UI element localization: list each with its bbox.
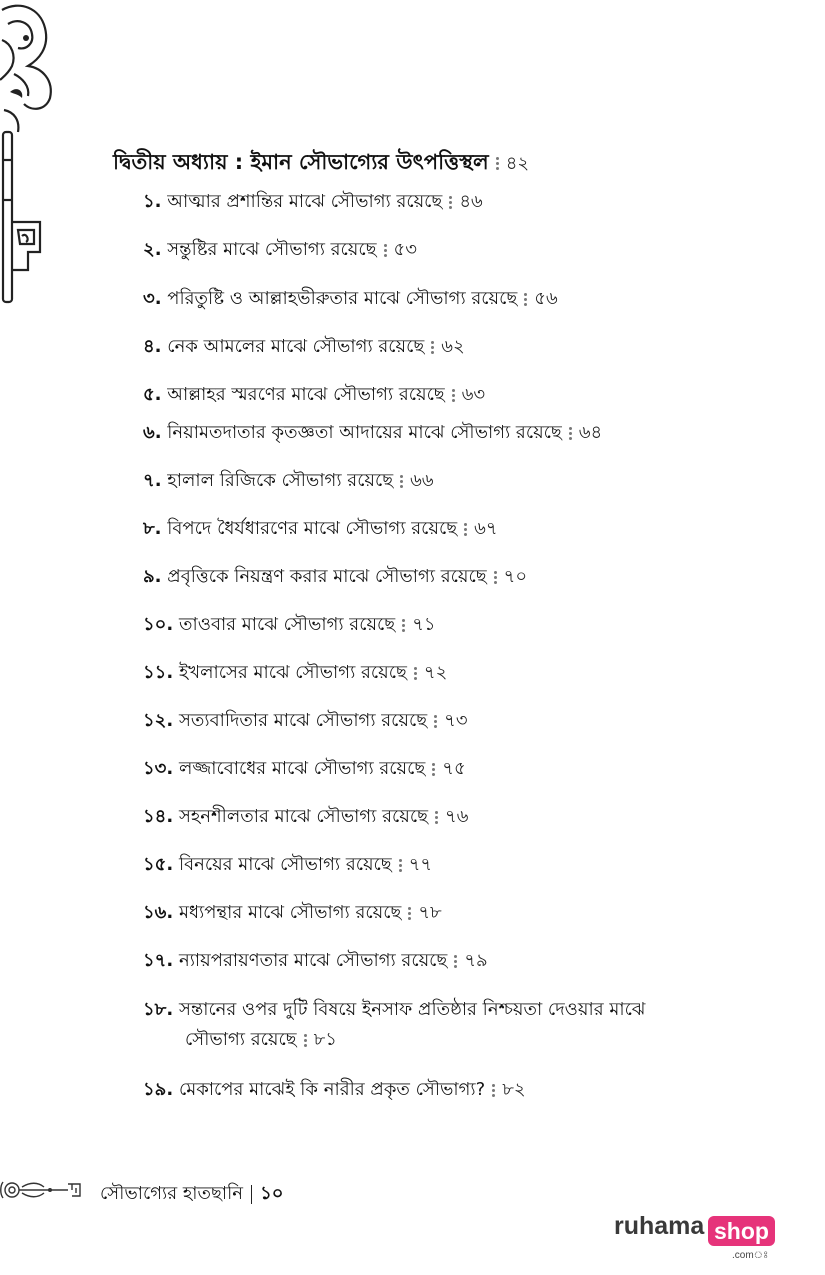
separator-dots bbox=[402, 617, 406, 634]
entry-title: তাওবার মাঝে সৌভাগ্য রয়েছে bbox=[178, 614, 396, 635]
entry-title: আল্লাহর স্মরণের মাঝে সৌভাগ্য রয়েছে bbox=[167, 384, 445, 405]
entry-number: ১৬. bbox=[143, 902, 174, 923]
toc-entry-5 bbox=[143, 380, 485, 410]
entry-page: ৬২ bbox=[441, 336, 465, 357]
ornamental-key-icon bbox=[0, 1176, 88, 1204]
entry-title: বিনয়ের মাঝে সৌভাগ্য রয়েছে bbox=[178, 854, 392, 875]
separator-dots bbox=[435, 809, 439, 826]
toc-entry-19 bbox=[143, 1075, 526, 1105]
toc-entry-1 bbox=[143, 187, 483, 217]
entry-number: ১০. bbox=[143, 614, 174, 635]
chapter-page: ৪২ bbox=[505, 153, 530, 174]
entry-page: ৭৩ bbox=[444, 710, 468, 731]
entry-number: ৩. bbox=[143, 288, 162, 309]
page-footer bbox=[0, 1172, 420, 1212]
entry-title: বিপদে ধৈর্যধারণের মাঝে সৌভাগ্য রয়েছে bbox=[167, 518, 458, 539]
entry-page: ৫৬ bbox=[534, 288, 558, 309]
separator-dots bbox=[492, 1082, 496, 1099]
entry-title-continued bbox=[143, 1025, 743, 1055]
toc-entry-16 bbox=[143, 898, 442, 928]
entry-number: ৬. bbox=[143, 422, 162, 443]
entry-title: ইখলাসের মাঝে সৌভাগ্য রয়েছে bbox=[178, 662, 407, 683]
entry-title: ন্যায়পরায়ণতার মাঝে সৌভাগ্য রয়েছে bbox=[178, 950, 448, 971]
separator-dots bbox=[496, 155, 500, 172]
separator-dots bbox=[400, 473, 404, 490]
separator-dots bbox=[464, 521, 468, 538]
chapter-title: দ্বিতীয় অধ্যায় : ইমান সৌভাগ্যের উৎপত্তিস্থল bbox=[113, 150, 489, 174]
watermark-word: ruhama bbox=[614, 1212, 705, 1240]
entry-page: ৭৭ bbox=[408, 854, 433, 875]
separator-dots bbox=[569, 425, 573, 442]
footer-divider bbox=[251, 1185, 252, 1204]
entry-page: ৮২ bbox=[502, 1079, 526, 1100]
toc-entry-10 bbox=[143, 610, 436, 640]
entry-title: আত্মার প্রশান্তির মাঝে সৌভাগ্য রয়েছে bbox=[167, 191, 443, 212]
running-footer bbox=[100, 1179, 283, 1210]
entry-number: ১৫. bbox=[143, 854, 174, 875]
separator-dots bbox=[524, 291, 528, 308]
entry-title: সন্তানের ওপর দুটি বিষয়ে ইনসাফ প্রতিষ্ঠার নিশ্চয়তা দেওয়ার মাঝে bbox=[178, 999, 646, 1020]
entry-page: ৭৮ bbox=[418, 902, 442, 923]
entry-title: প্রবৃত্তিকে নিয়ন্ত্রণ করার মাঝে সৌভাগ্য রয়েছে bbox=[167, 566, 487, 587]
entry-title: সত্যবাদিতার মাঝে সৌভাগ্য রয়েছে bbox=[178, 710, 428, 731]
toc-entry-15 bbox=[143, 850, 432, 880]
watermark-domain: .comঃ bbox=[732, 1250, 769, 1261]
entry-page: ৭৫ bbox=[442, 758, 466, 779]
entry-page: ৪৬ bbox=[459, 191, 483, 212]
entry-page: ৭০ bbox=[503, 566, 528, 587]
chapter-heading bbox=[113, 146, 529, 181]
entry-number: ১. bbox=[143, 191, 162, 212]
toc-entry-9 bbox=[143, 562, 527, 592]
separator-dots bbox=[449, 194, 453, 211]
toc-entry-6 bbox=[143, 418, 602, 448]
entry-title: পরিতুষ্টি ও আল্লাহভীরুতার মাঝে সৌভাগ্য রয়েছে bbox=[167, 288, 518, 309]
separator-dots bbox=[452, 387, 456, 404]
toc-entry-14 bbox=[143, 802, 468, 832]
entry-page: ৬৭ bbox=[474, 518, 498, 539]
toc-entry-11 bbox=[143, 658, 447, 688]
entry-number: ১৪. bbox=[143, 806, 174, 827]
separator-dots bbox=[414, 665, 418, 682]
separator-dots bbox=[431, 339, 435, 356]
toc-entry-7 bbox=[143, 466, 434, 496]
entry-title-line2: সৌভাগ্য রয়েছে bbox=[185, 1029, 297, 1050]
entry-number: ৪. bbox=[143, 336, 162, 357]
toc-entry-2 bbox=[143, 235, 417, 265]
toc-entry-12 bbox=[143, 706, 468, 736]
toc-entry-17 bbox=[143, 946, 488, 976]
entry-page: ৮১ bbox=[313, 1029, 337, 1050]
entry-title: নিয়ামতদাতার কৃতজ্ঞতা আদায়ের মাঝে সৌভাগ্য রয়েছে bbox=[167, 422, 562, 443]
entry-title: হালাল রিজিকে সৌভাগ্য রয়েছে bbox=[167, 470, 394, 491]
entry-title: লজ্জাবোধের মাঝে সৌভাগ্য রয়েছে bbox=[178, 758, 426, 779]
entry-page: ৭৯ bbox=[464, 950, 488, 971]
separator-dots bbox=[408, 905, 412, 922]
entry-number: ১২. bbox=[143, 710, 174, 731]
entry-title: নেক আমলের মাঝে সৌভাগ্য রয়েছে bbox=[167, 336, 425, 357]
separator-dots bbox=[384, 242, 388, 259]
entry-number: ৮. bbox=[143, 518, 162, 539]
entry-page: ৬৩ bbox=[461, 384, 486, 405]
toc-entry-18 bbox=[143, 995, 743, 1055]
ornamental-key-icon bbox=[0, 0, 60, 305]
toc-entry-13 bbox=[143, 754, 466, 784]
entry-title: মেকাপের মাঝেই কি নারীর প্রকৃত সৌভাগ্য? bbox=[178, 1079, 486, 1100]
separator-dots bbox=[494, 569, 498, 586]
entry-number: ২. bbox=[143, 239, 162, 260]
separator-dots bbox=[304, 1032, 308, 1049]
entry-title: সন্তুষ্টির মাঝে সৌভাগ্য রয়েছে bbox=[167, 239, 377, 260]
entry-number: ১৭. bbox=[143, 950, 174, 971]
entry-page: ৭১ bbox=[412, 614, 436, 635]
entry-title: সহনশীলতার মাঝে সৌভাগ্য রয়েছে bbox=[178, 806, 428, 827]
entry-number: ১৩. bbox=[143, 758, 174, 779]
entry-page: ৫৩ bbox=[393, 239, 417, 260]
entry-number: ১৮. bbox=[143, 999, 174, 1020]
separator-dots bbox=[434, 713, 438, 730]
separator-dots bbox=[432, 761, 436, 778]
separator-dots bbox=[399, 857, 403, 874]
entry-title: মধ্যপন্থার মাঝে সৌভাগ্য রয়েছে bbox=[178, 902, 402, 923]
separator-dots bbox=[454, 953, 458, 970]
entry-page: ৭২ bbox=[423, 662, 448, 683]
entry-page: ৭৬ bbox=[444, 806, 469, 827]
watermark-shop-badge: shop bbox=[708, 1216, 775, 1246]
entry-number: ১১. bbox=[143, 662, 174, 683]
book-title: সৌভাগ্যের হাতছানি bbox=[100, 1183, 244, 1204]
toc-entry-3 bbox=[143, 284, 558, 314]
toc-entry-4 bbox=[143, 332, 465, 362]
toc-entry-8 bbox=[143, 514, 498, 544]
entry-number: ৫. bbox=[143, 384, 162, 405]
entry-page: ৬৬ bbox=[410, 470, 434, 491]
watermark-logo bbox=[614, 1212, 784, 1262]
entry-number: ১৯. bbox=[143, 1079, 174, 1100]
entry-number: ৯. bbox=[143, 566, 162, 587]
entry-number: ৭. bbox=[143, 470, 162, 491]
entry-page: ৬৪ bbox=[578, 422, 603, 443]
page-number: ১০ bbox=[260, 1183, 284, 1204]
